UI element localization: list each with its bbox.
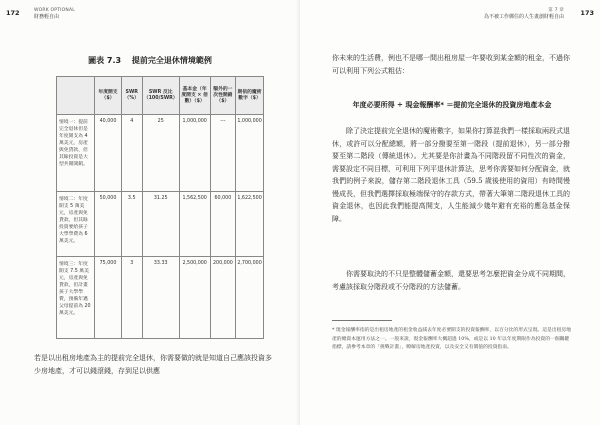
figure-caption (0, 55, 300, 66)
table-row (57, 192, 264, 257)
right-header-title: 為不被工作綁住的人生畫創財輕自由 (483, 14, 564, 20)
table-row (57, 257, 264, 339)
footnote: * 現金報酬率指的是出租房地產的租金收益減去年度必要開支的投資報酬率，以百分比的形式呈現。這是出租房地產的總資本運用方法之一。一般來說，現金報酬率大概超過 10%，或是以 10 年以年度期限作為投資的一個關鍵指標，請參考本章的「挑戰計畫」，瞭解房地產投資，以及安全又有價值的投資指南。 (332, 328, 571, 350)
table-cell: 50,000 (95, 192, 121, 257)
right-page (300, 0, 600, 425)
table-header-cell: 期依的魔術數字（$） (236, 77, 264, 115)
right-header-chapter: 第 7 章 (548, 8, 564, 13)
right-running-header (484, 8, 564, 20)
table-header-cell: SWR（%） (121, 77, 142, 115)
table-cell: 3 (121, 257, 142, 339)
table-cell: 1,000,000 (179, 115, 210, 192)
table-cell: 40,000 (95, 115, 121, 192)
formula: 年度必要所得 ÷ 現金報酬率* ＝提前完全退休的投資房地產本金 (352, 101, 552, 109)
table-header-row (57, 77, 264, 115)
table-cell: 31.25 (142, 192, 179, 257)
footnote-divider (332, 320, 392, 321)
table-row (57, 115, 264, 192)
left-body-paragraph: 若是以出租房地產為主的提前完全退休，你需要做的就是知道自己應該投資多少房地產，才可以錢滾錢，存到足以供應 (34, 354, 272, 375)
table-header-cell: 基本金（年度開支 × 倍數）（$） (179, 77, 210, 115)
table-cell: 2,700,000 (236, 257, 264, 339)
table-cell-desc: 情境一：提前完全退休但是年度開支為 4 萬美元，房產與免貸款，但其餘投資是大型共開開銷。 (57, 115, 95, 192)
table-cell: 4 (121, 115, 142, 192)
left-running-header (34, 8, 75, 20)
right-paragraph-1: 你未來的生活費，例也不是哪一間出租房屋一年要收到某金額的租金，不過你可以利用下列公式粗估： (332, 54, 570, 75)
right-paragraph-2: 除了決定提前完全退休的魔術數字，如果你打算混我們一樣採取兩段式退休，或許可以分配總額，將一部分撥要至第一階段（提前退休），另一部分撥要至第二階段（傳統退休）。尤其要是你計畫為不同階段留不同性次的資金，需要設定不同目標，可利用下列平退休計算法，思考你需要如何分配資金，就我們的例子來說，儲存第二階段退休工具（59.5 歲後使用的資用）有時間慢慢成長，但我們選擇採取極端保守的存款方式，帶著大筆第二階段退休工具的資金退休，也因此我們能提高開支，人生能減少幾年避有充裕的應急基金保障。 (332, 127, 570, 223)
table-cell: 2,500,000 (179, 257, 210, 339)
table-cell: 1,622,500 (236, 192, 264, 257)
figure-label: 圖表 7.3 (88, 56, 122, 65)
table-cell: 3.5 (121, 192, 142, 257)
left-header-zh: 財務輕自由 (34, 14, 60, 20)
table-cell: 25 (142, 115, 179, 192)
table-cell: --- (210, 115, 235, 192)
table-cell: 200,000 (210, 257, 235, 339)
table-header-cell: SWR 反比（100/SWR） (142, 77, 179, 115)
left-header-en: WORK OPTIONAL (34, 8, 75, 13)
table-cell: 1,000,000 (236, 115, 264, 192)
scenario-table (56, 76, 264, 339)
table-header-cell: 額外的一次性開銷（$） (210, 77, 235, 115)
table-cell: 1,562,500 (179, 192, 210, 257)
table-header-cell: 年度開支（$） (95, 77, 121, 115)
table-cell: 75,000 (95, 257, 121, 339)
table-cell-desc: 情境三：年度開支 7.5 萬美元，房產與免貸款，但計畫孩子大學學費，預備年邁父母提前為 20 萬美元。 (57, 257, 95, 339)
right-paragraph-3: 你需要取決的不只是整體儲蓄金額，還要思考怎麼把資金分成不同期間，考慮該採取分階段或不分階段的方法儲蓄。 (332, 270, 570, 291)
figure-title: 提前完全退休情境範例 (131, 56, 212, 65)
right-page-number: 173 (580, 9, 594, 17)
table-cell: 33.33 (142, 257, 179, 339)
left-page-number: 172 (6, 9, 20, 17)
table-cell: 60,000 (210, 192, 235, 257)
table-header-cell (57, 77, 95, 115)
table-cell-desc: 情境二：年度開支 5 萬美元，房產與免貸款，但其餘投資要給孩子大學學費為 6 萬美元。 (57, 192, 95, 257)
